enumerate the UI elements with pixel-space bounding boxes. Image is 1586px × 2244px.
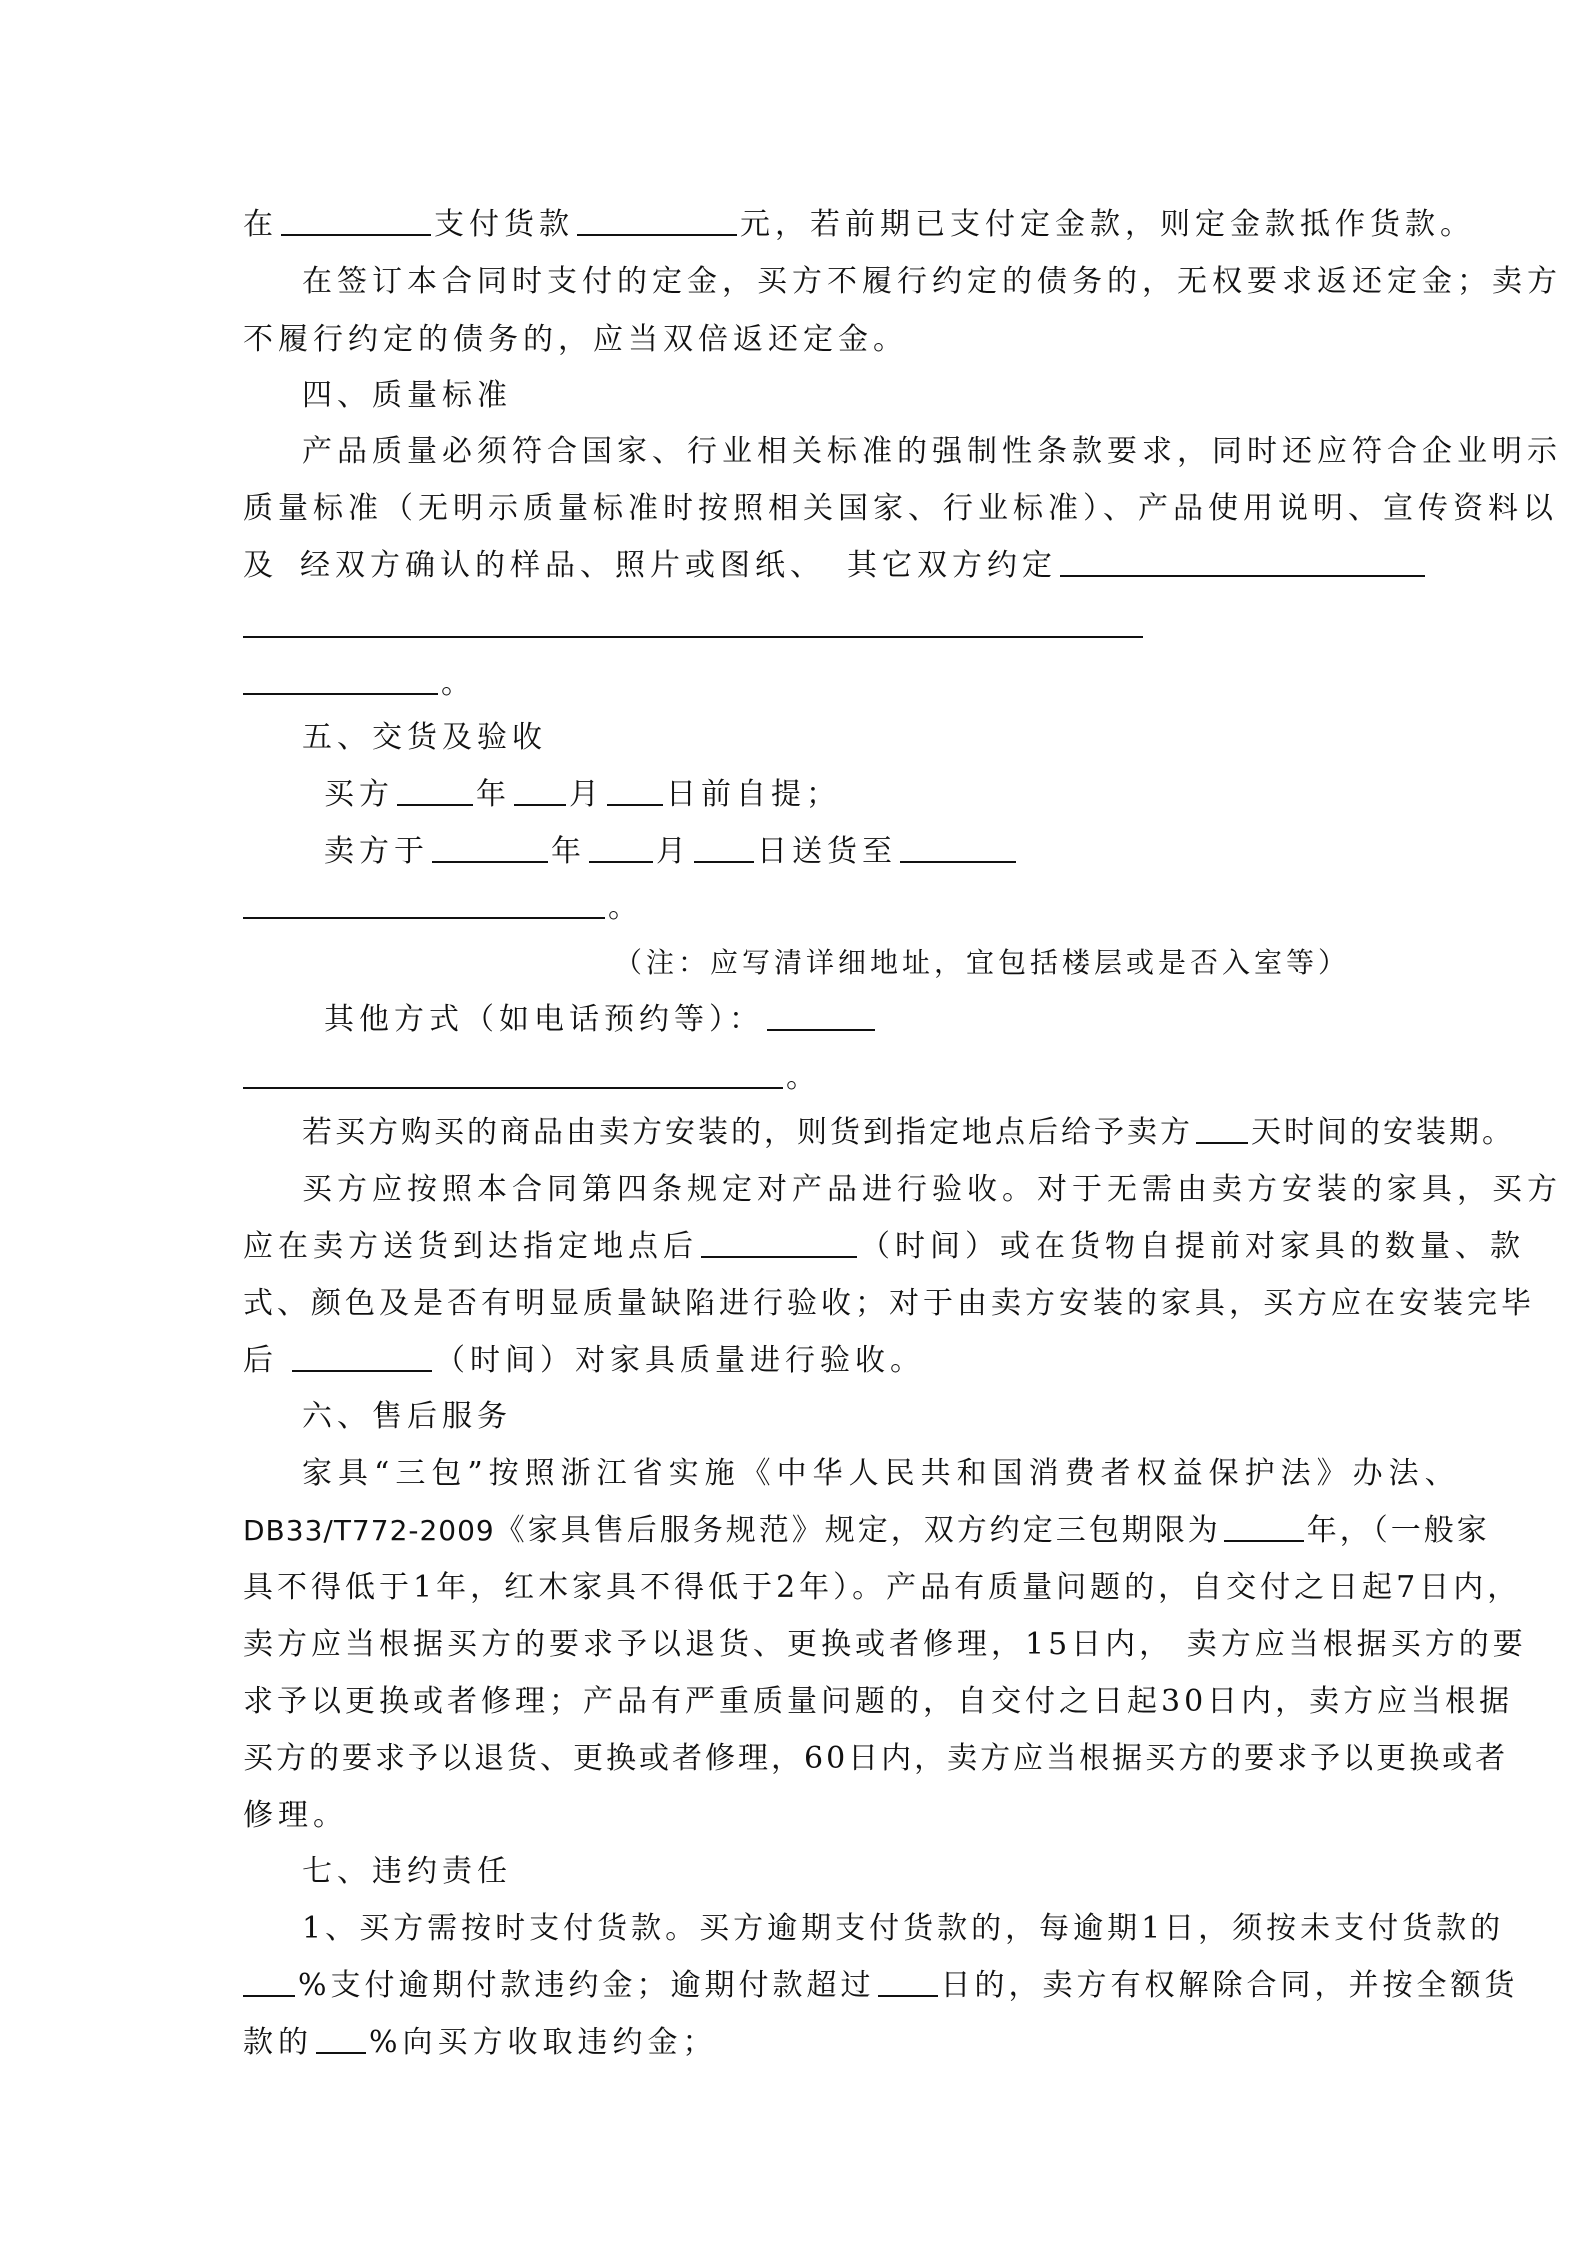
payment-time-blank[interactable]: [281, 206, 431, 236]
install-inspection-time-blank[interactable]: [292, 1342, 432, 1372]
section-title-quality: 四、质量标准: [302, 378, 512, 413]
inspection-paragraph-line-2: 应在卖方送货到达指定地点后 （时间）或在货物自提前对家具的数量、款: [243, 1229, 1525, 1264]
pickup-year-blank[interactable]: [397, 776, 473, 806]
after-sales-line-4: 卖方应当根据买方的要求予以退货、更换或者修理，15日内， 卖方应当根据买方的要: [243, 1627, 1527, 1662]
penalty-percent-blank[interactable]: [316, 2024, 366, 2054]
delivery-address-blank[interactable]: [900, 833, 1016, 863]
inspection-paragraph-line-3: 式、颜色及是否有明显质量缺陷进行验收；对于由卖方安装的家具，买方应在安装完毕: [243, 1286, 1535, 1321]
address-note: （注：应写清详细地址，宜包括楼层或是否入室等）: [613, 946, 1350, 979]
delivery-address-line-2: 。: [243, 888, 643, 928]
delivery-day-blank[interactable]: [694, 833, 754, 863]
liability-line-2: %支付逾期付款违约金；逾期付款超过 日的，卖方有权解除合同，并按全额货: [243, 1966, 1519, 2006]
pickup-day-blank[interactable]: [607, 776, 663, 806]
other-method-blank[interactable]: [767, 1001, 875, 1031]
after-sales-line-7: 修理。: [243, 1798, 348, 1833]
delivery-option-seller: 卖方于 年 月 日送货至: [302, 832, 1019, 872]
install-period-line: 若买方购买的商品由卖方安装的，则货到指定地点后给予卖方 天时间的安装期。: [302, 1115, 1515, 1150]
other-method-blank-2[interactable]: [243, 1059, 783, 1089]
overdue-days-blank[interactable]: [878, 1967, 938, 1997]
deposit-paragraph-line-1: 在签订本合同时支付的定金，买方不履行约定的债务的，无权要求返还定金；卖方: [302, 264, 1562, 299]
other-agreement-blank-line-2[interactable]: [243, 636, 1143, 638]
inspection-time-blank[interactable]: [701, 1228, 857, 1258]
quality-paragraph-line-1: 产品质量必须符合国家、行业相关标准的强制性条款要求，同时还应符合企业明示: [302, 434, 1562, 469]
section-title-after-sales: 六、售后服务: [302, 1399, 512, 1434]
quality-paragraph-line-2: 质量标准（无明示质量标准时按照相关国家、行业标准）、产品使用说明、宣传资料以: [243, 491, 1558, 526]
other-agreement-blank[interactable]: [1060, 547, 1425, 577]
inspection-paragraph-line-4: 后 （时间）对家具质量进行验收。: [243, 1343, 925, 1378]
section-title-delivery: 五、交货及验收: [302, 720, 547, 755]
delivery-option-pickup: 买方 年 月 日前自提；: [324, 777, 841, 812]
other-agreement-blank-end[interactable]: [243, 665, 438, 695]
other-method-line-2: 。: [243, 1058, 821, 1098]
after-sales-line-2: DB33/T772-2009《家具售后服务规范》规定，双方约定三包期限为 年，（一般家: [243, 1513, 1490, 1548]
quality-paragraph-line-3: 及 经双方确认的样品、照片或图纸、 其它双方约定: [243, 546, 1428, 586]
deposit-paragraph-line-2: 不履行约定的债务的，应当双倍返还定金。: [243, 322, 908, 357]
pickup-month-blank[interactable]: [514, 776, 566, 806]
after-sales-line-1: 家具“三包”按照浙江省实施《中华人民共和国消费者权益保护法》办法、: [302, 1456, 1461, 1491]
payment-line: 在 支付货款 元，若前期已支付定金款，则定金款抵作货款。: [243, 207, 1475, 242]
delivery-option-other: 其他方式（如电话预约等）：: [302, 1000, 878, 1040]
payment-amount-blank[interactable]: [577, 206, 737, 236]
delivery-year-blank[interactable]: [432, 833, 548, 863]
liability-line-1: 1、买方需按时支付货款。买方逾期支付货款的，每逾期1日，须按未支付货款的: [302, 1911, 1505, 1946]
section-title-liability: 七、违约责任: [302, 1854, 512, 1889]
warranty-years-blank[interactable]: [1224, 1512, 1304, 1542]
after-sales-line-6: 买方的要求予以退货、更换或者修理，60日内，卖方应当根据买方的要求予以更换或者: [243, 1741, 1509, 1776]
after-sales-line-3: 具不得低于1年，红木家具不得低于2年）。产品有质量问题的，自交付之日起7日内，: [243, 1570, 1522, 1605]
liability-line-3: 款的 %向买方收取违约金；: [243, 2025, 718, 2060]
install-days-blank[interactable]: [1196, 1114, 1248, 1144]
other-agreement-blank-line-3: 。: [243, 664, 476, 704]
delivery-month-blank[interactable]: [589, 833, 653, 863]
delivery-address-blank-2[interactable]: [243, 889, 605, 919]
inspection-paragraph-line-1: 买方应按照本合同第四条规定对产品进行验收。对于无需由卖方安装的家具，买方: [302, 1172, 1562, 1207]
late-fee-percent-blank[interactable]: [243, 1967, 295, 1997]
after-sales-line-5: 求予以更换或者修理；产品有严重质量问题的，自交付之日起30日内，卖方应当根据: [243, 1684, 1514, 1719]
